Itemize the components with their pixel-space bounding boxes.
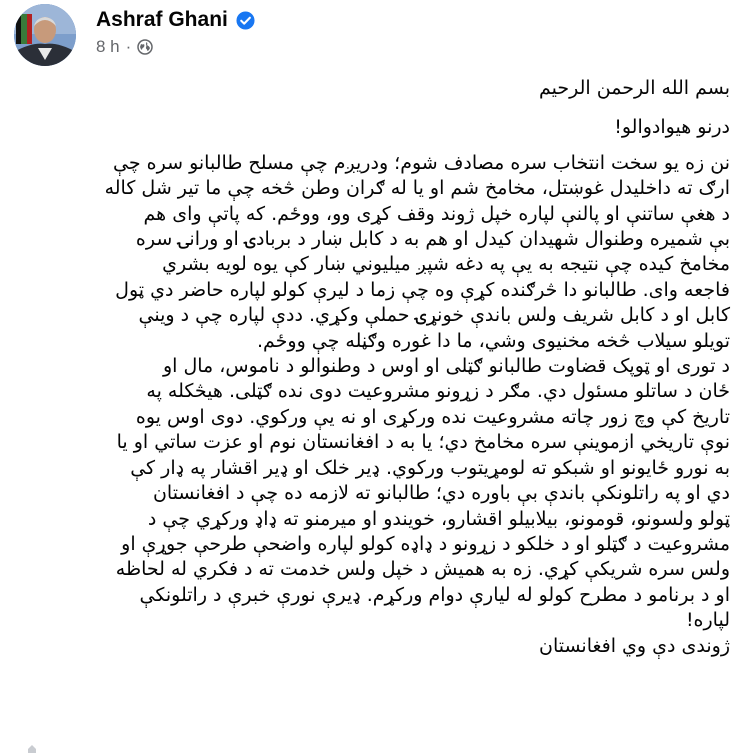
- post-line: تویلو سیلاب څخه مخنیوی وشي، ما دا غوره وګڼله چې ووځم.: [256, 329, 730, 352]
- post-greeting: درنو هیوادوالو!: [614, 116, 730, 139]
- paragraph-gap: [18, 101, 730, 115]
- post-line: ټولو ولسونو، قومونو، بیلابیلو اقشارو، خویندو او میرمنو ته ډاډ ورکړي چې د: [147, 507, 730, 530]
- post-line: ولس سره شریکې کړي. زه به همیش د خپل ولس خدمت ته د فکري له لحاظه: [115, 558, 730, 581]
- post-timestamp[interactable]: 8 h: [96, 37, 120, 56]
- post-line: د توری او ټوپک قضاوت طالبانو ګټلی او اوس د وطنوالو د ناموس، مال او: [162, 355, 730, 378]
- post-line: ځان د ساتلو مسئول دي. مګر د زړونو مشروعیت دوی نده ګټلی. هیڅکله په: [146, 380, 730, 403]
- post-line: او د برنامو د مطرح کولو له لیارې دوام ورکړم. ډیرې نورې خبرې د راتلونکې: [139, 583, 730, 606]
- avatar-image: [14, 4, 76, 66]
- globe-icon[interactable]: [137, 39, 153, 55]
- post-line: ارګ ته داخلیدل غوښتل، مخامخ شم او یا له ګران وطن څخه چې ما تیر شل کاله: [104, 177, 730, 200]
- verified-badge-icon: [236, 11, 255, 30]
- post-line: مشروعیت د ګټلو او د خلکو د زړونو د ډاډه کولو لپاره واضحې طرحې جوړې او: [121, 532, 730, 555]
- post-line: نوې تاریخي ازموینې سره مخامخ دي؛ یا به د افغانستان نوم او عزت ساتي او یا: [116, 431, 730, 454]
- post-line: مخامخ کیده چې نتیجه به یې په دغه شپږ میلیوني ښار کې یوه لویه بشري: [162, 253, 730, 276]
- name-row: [96, 8, 255, 32]
- post-body: [18, 76, 730, 659]
- post-line: کابل او د کابل شریف ولس باندې خونړۍ حملې وکړي. ددې لپاره چې د وینې: [138, 304, 730, 327]
- post-line: بې شمیره وطنوال شهیدان کیدل او هم به د کابل ښار د بربادۍ او ورانۍ سره: [135, 228, 730, 251]
- avatar[interactable]: [14, 4, 76, 66]
- post-line: تاریخ کې وچ زور چاته مشروعیت نده ورکړی او نه یې ورکوي. دوی اوس یوه: [135, 405, 730, 428]
- author-name[interactable]: Ashraf Ghani: [96, 8, 228, 31]
- post-line: د هغې ساتنې او پالنې لپاره خپل ژوند وقف کړی وو، ووځم. که پاتې وای هم: [143, 202, 730, 225]
- post-line: لپاره!: [685, 609, 730, 632]
- post-closing: ژوندی دې وي افغانستان: [538, 634, 730, 657]
- post-meta: [96, 37, 153, 57]
- post-line: دي او په راتلونکې باندې بې باوره دي؛ طالبانو ته لازمه ده چې د افغانستان: [152, 482, 730, 505]
- meta-separator: ·: [125, 37, 132, 56]
- post-line: به نورو ځایونو او شبکو ته لومړیتوب ورکوي. ډیر خلک او ډیر اقشار په ډار کې: [130, 456, 730, 479]
- post-line: فاجعه وای. طالبانو دا څرګنده کړې وه چې زما د لیرې کولو لپاره حاضر دي ټول: [115, 278, 730, 301]
- post-line: نن زه یو سخت انتخاب سره مصادف شوم؛ ودریږم چې مسلح طالبانو سره چې: [113, 151, 730, 174]
- reaction-icon[interactable]: [26, 741, 38, 753]
- paragraph-gap: [18, 141, 730, 151]
- post-bismillah: بسم الله الرحمن الرحیم: [539, 77, 730, 99]
